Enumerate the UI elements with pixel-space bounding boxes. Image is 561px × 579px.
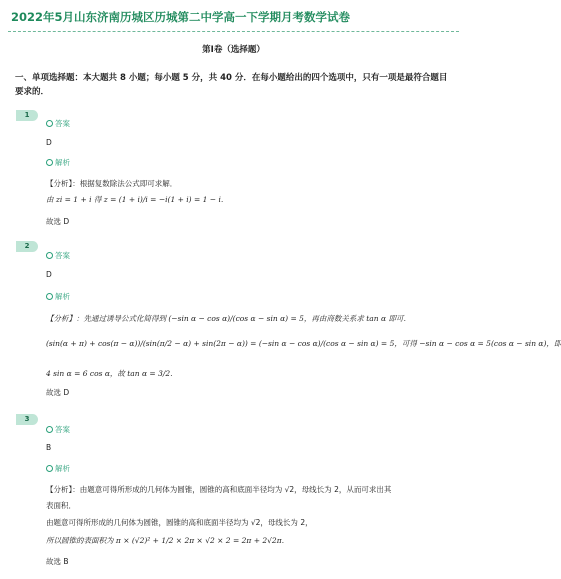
answer-value: D xyxy=(46,138,52,147)
conclusion-line: 故选 D xyxy=(46,388,70,397)
analysis-tag xyxy=(46,463,70,474)
answer-label: 答案 xyxy=(55,425,70,434)
lightbulb-icon xyxy=(46,252,53,259)
volume-heading: 第I卷（选择题） xyxy=(202,45,265,55)
analysis-line: 4 sin α = 6 cos α，故 tan α = 3/2． xyxy=(46,369,178,378)
answer-tag xyxy=(46,118,70,129)
section-instructions: 一、单项选择题：本大题共 8 小题；每小题 5 分，共 40 分．在每小题给出的四个选项中，只有一项是最符合题目要求的． xyxy=(15,73,448,97)
lightbulb-icon xyxy=(46,159,53,166)
analysis-line: 表面积． xyxy=(46,501,76,510)
conclusion-line: 故选 B xyxy=(46,557,69,566)
lightbulb-icon xyxy=(46,465,53,472)
answer-tag xyxy=(46,424,70,435)
question-number-badge: 1 xyxy=(16,110,38,121)
analysis-line: 由 zi = 1 + i 得 z = (1 + i)/i = −i(1 + i) = 1 − i． xyxy=(46,195,229,204)
question-number-badge: 2 xyxy=(16,241,38,252)
answer-tag xyxy=(46,250,70,261)
analysis-label: 解析 xyxy=(55,158,70,167)
answer-value: B xyxy=(46,443,52,452)
analysis-line: 【分析】：根据复数除法公式即可求解． xyxy=(46,179,178,188)
lightbulb-icon xyxy=(46,426,53,433)
analysis-tag xyxy=(46,157,70,168)
analysis-line: 由题意可得所形成的几何体为圆锥，圆锥的高和底面半径均为 √2，母线长为 2， xyxy=(46,518,313,527)
answer-value: D xyxy=(46,270,52,279)
conclusion-line: 故选 D xyxy=(46,217,70,226)
analysis-line: 【分析】：先通过诱导公式化简得到 (−sin α − cos α)/(cos α − sin α) = 5，再由商数关系求 tan α 即可． xyxy=(46,314,411,323)
analysis-tag xyxy=(46,291,70,302)
answer-label: 答案 xyxy=(55,251,70,260)
analysis-line: 所以圆锥的表面积为 π × (√2)² + 1/2 × 2π × √2 × 2 = 2π + 2√2π． xyxy=(46,536,290,545)
title-divider xyxy=(8,31,459,32)
lightbulb-icon xyxy=(46,120,53,127)
exam-title: 2022年5月山东济南历城区历城第二中学高一下学期月考数学试卷 xyxy=(11,10,351,24)
analysis-line: (sin(α + π) + cos(π − α))/(sin(π/2 − α) + sin(2π − α)) = (−sin α − cos α)/(cos α − sin α) = 5，可得 −sin α − cos α = 5(cos α − sin α)，即 xyxy=(46,339,561,348)
analysis-label: 解析 xyxy=(55,292,70,301)
answer-label: 答案 xyxy=(55,119,70,128)
question-number-badge: 3 xyxy=(16,414,38,425)
analysis-label: 解析 xyxy=(55,464,70,473)
lightbulb-icon xyxy=(46,293,53,300)
analysis-line: 【分析】：由题意可得所形成的几何体为圆锥，圆锥的高和底面半径均为 √2，母线长为 2，从而可求出其 xyxy=(46,485,392,494)
